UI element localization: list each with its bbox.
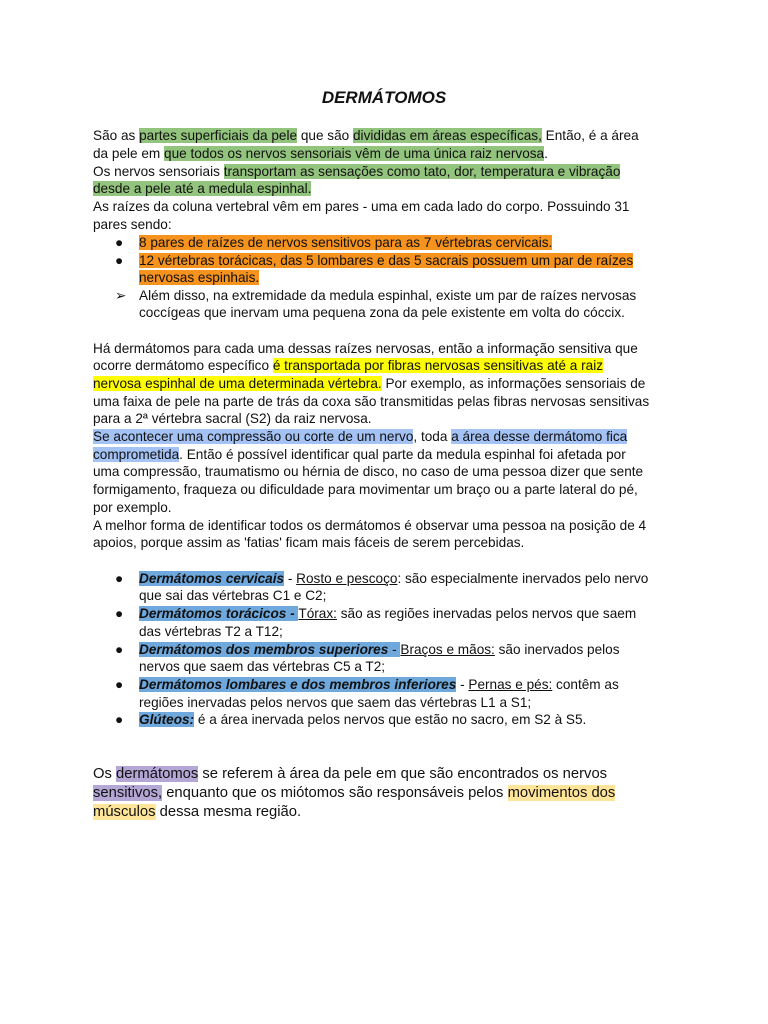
paragraph-line: ocorre dermátomo específico é transportada por fibras nervosas sensitivas até a raiz — [93, 358, 604, 373]
bullet-icon: ● — [115, 712, 124, 727]
list-item — [139, 234, 552, 252]
page-title: DERMÁTOMOS — [321, 88, 447, 107]
list-item: Dermátomos dos membros superiores - Braços e mãos: são inervados pelos — [139, 642, 620, 657]
paragraph-line: comprometida. Então é possível identificar qual parte da medula espinhal foi afetada por — [93, 447, 626, 462]
bullet-icon: ● — [115, 606, 124, 621]
term-lombares: Dermátomos lombares e dos membros inferiores — [139, 677, 457, 692]
paragraph-line: Os dermátomos se referem à área da pele em que são encontrados os nervos — [93, 766, 608, 782]
highlight-yellow: é transportada por fibras nervosas sensitivas até a raiz — [272, 358, 604, 373]
paragraph-line: Se acontecer uma compressão ou corte de um nervo, toda a área desse dermátomo fica — [93, 429, 628, 444]
region-label: Tórax: — [298, 606, 337, 621]
region-label: Braços e mãos: — [400, 642, 495, 657]
bullet-icon: ● — [115, 571, 124, 586]
paragraph-line: para a 2ª vértebra sacral (S2) da raiz nervosa. — [93, 411, 372, 426]
highlight-yellow: nervosa espinhal de uma determinada vértebra. — [93, 376, 382, 391]
highlight-light-yellow: músculos — [93, 804, 156, 820]
paragraph-line: músculos dessa mesma região. — [93, 804, 302, 820]
region-label: Rosto e pescoço — [296, 571, 398, 586]
list-item: Dermátomos cervicais - Rosto e pescoço: são especialmente inervados pelo nervo — [139, 571, 649, 586]
list-item: das vértebras T2 a T12; — [139, 624, 283, 639]
highlight-green: transportam as sensações como tato, dor, temperatura e vibração — [223, 164, 621, 179]
list-item — [139, 269, 259, 287]
list-item: coccígeas que inervam uma pequena zona da pele existente em volta do cóccix. — [139, 305, 625, 320]
paragraph-line: uma faixa de pele na parte de trás da coxa são transmitidas pelas fibras nervosas sensitivas — [93, 394, 650, 409]
highlight-purple: sensitivos, — [93, 785, 163, 801]
paragraph-line: sensitivos, enquanto que os miótomos são responsáveis pelos movimentos dos — [93, 785, 616, 801]
highlight-orange: 8 pares de raízes de nervos sensitivos para as 7 vértebras cervicais. — [139, 235, 553, 250]
highlight-blue: Se acontecer uma compressão ou corte de um nervo — [93, 429, 414, 444]
bullet-icon: ● — [115, 677, 124, 692]
list-item: Glúteos: é a área inervada pelos nervos que estão no sacro, em S2 à S5. — [139, 712, 587, 727]
bullet-icon: ● — [115, 642, 124, 657]
list-item: que sai das vértebras C1 e C2; — [139, 588, 327, 603]
highlight-orange: nervosas espinhais. — [139, 270, 260, 285]
paragraph-line: As raízes da coluna vertebral vêm em pares - uma em cada lado do corpo. Possuindo 31 — [93, 199, 630, 214]
list-item: regiões inervadas pelos nervos que saem das vértebras L1 a S1; — [139, 695, 532, 710]
highlight-green: que todos os nervos sensoriais vêm de uma única raiz nervosa — [164, 146, 545, 161]
term-membros-superiores: Dermátomos dos membros superiores — [139, 642, 389, 657]
list-item: Dermátomos torácicos - Tórax: são as regiões inervadas pelos nervos que saem — [139, 606, 637, 621]
term-cervicais: Dermátomos cervicais — [139, 571, 285, 586]
highlight-blue: a área desse dermátomo fica — [451, 429, 628, 444]
highlight-green: desde a pele até a medula espinhal. — [93, 181, 312, 196]
paragraph-line: Há dermátomos para cada uma dessas raízes nervosas, então a informação sensitiva que — [93, 341, 638, 356]
paragraph-line: nervosa espinhal de uma determinada vértebra. Por exemplo, as informações sensoriais de — [93, 376, 646, 391]
highlight-purple: dermátomos — [116, 766, 199, 782]
region-label: Pernas e pés: — [468, 677, 553, 692]
paragraph-line: pares sendo: — [93, 217, 172, 232]
highlight-orange: 12 vértebras torácicas, das 5 lombares e das 5 sacrais possuem um par de raízes — [139, 253, 634, 268]
term-toracicos: Dermátomos torácicos - — [139, 606, 299, 621]
highlight-blue: comprometida — [93, 447, 180, 462]
bullet-icon: ● — [115, 235, 124, 250]
arrow-bullet-icon: ➢ — [115, 288, 127, 303]
paragraph-line — [93, 180, 311, 198]
paragraph-line: São as partes superficiais da pele que são divididas em áreas específicas, Então, é a área — [93, 128, 639, 143]
term-gluteos: Glúteos: — [139, 712, 195, 727]
list-item: nervos que saem das vértebras C5 a T2; — [139, 659, 386, 674]
highlight-green: partes superficiais da pele — [139, 128, 298, 143]
highlight-green: divididas em áreas específicas, — [352, 128, 542, 143]
paragraph-line: formigamento, fraqueza ou dificuldade para movimentar um braço ou a parte lateral do pé, — [93, 482, 638, 497]
list-item: Dermátomos lombares e dos membros inferiores - Pernas e pés: contêm as — [139, 677, 619, 692]
paragraph-line: por exemplo. — [93, 500, 172, 515]
paragraph-line: uma compressão, traumatismo ou hérnia de disco, no caso de uma pessoa dizer que sente — [93, 464, 644, 479]
highlight-light-yellow: movimentos dos — [507, 785, 616, 801]
paragraph-line: da pele em que todos os nervos sensoriais vêm de uma única raiz nervosa. — [93, 146, 548, 161]
paragraph-line: Os nervos sensoriais transportam as sensações como tato, dor, temperatura e vibração — [93, 164, 621, 179]
list-item: Além disso, na extremidade da medula espinhal, existe um par de raízes nervosas — [139, 288, 637, 303]
bullet-icon: ● — [115, 253, 124, 268]
paragraph-line: A melhor forma de identificar todos os dermátomos é observar uma pessoa na posição de 4 — [93, 518, 647, 533]
list-item — [139, 252, 633, 270]
paragraph-line: apoios, porque assim as 'fatias' ficam mais fáceis de serem percebidas. — [93, 535, 525, 550]
